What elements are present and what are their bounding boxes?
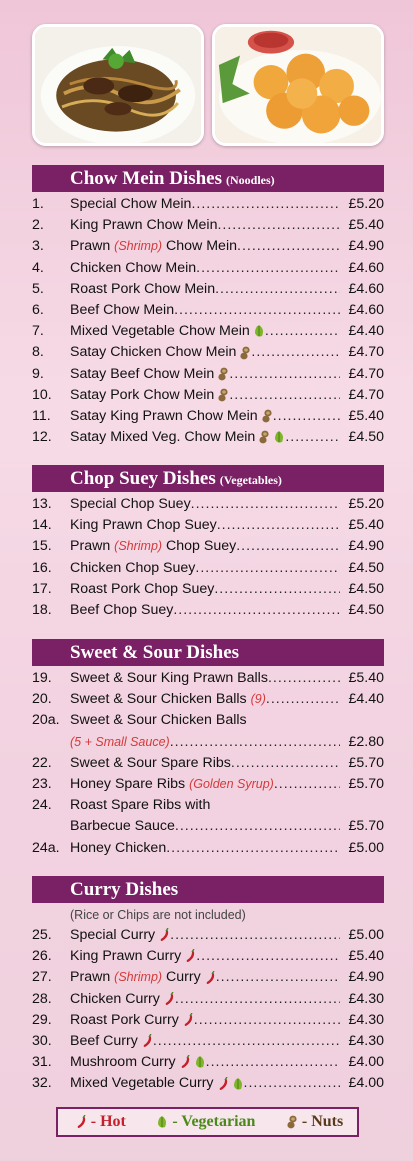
item-name <box>70 795 340 816</box>
chili-icon <box>204 971 216 985</box>
item-price: £4.70 <box>348 386 384 403</box>
item-name <box>70 494 340 515</box>
item-note: (Shrimp) <box>114 539 163 554</box>
menu-item <box>32 579 384 600</box>
item-name <box>70 385 340 406</box>
item-price: £4.30 <box>348 1011 384 1028</box>
item-name <box>70 194 340 215</box>
item-name <box>70 838 340 859</box>
dot-leader <box>229 385 340 406</box>
menu-item <box>32 946 384 967</box>
item-name-text: Special Chow Mein <box>70 196 192 212</box>
item-number: 13. <box>32 496 52 512</box>
item-name <box>70 427 340 448</box>
item-name-text: Beef Chow Mein <box>70 301 175 318</box>
menu-item <box>32 925 384 946</box>
item-number: 14. <box>32 517 52 534</box>
dot-leader <box>170 732 340 753</box>
item-name-text: Chicken Chop Suey <box>70 559 196 576</box>
item-name-text: Satay Pork Chow Mein <box>70 385 229 406</box>
item-name-text: King Prawn Curry <box>70 946 196 967</box>
item-name <box>70 1031 340 1052</box>
item-name-text: Special Curry <box>70 925 170 946</box>
dot-leader <box>285 427 340 448</box>
menu-items <box>32 668 384 859</box>
item-price: £4.60 <box>348 259 384 276</box>
item-name-text: Honey Chicken <box>70 839 167 856</box>
item-name-text: King Prawn Chow Mein <box>70 217 218 234</box>
menu-items <box>32 194 384 448</box>
item-name-text: Roast Spare Ribs with <box>70 797 211 814</box>
leaf-icon <box>194 1055 206 1069</box>
item-name-text: Beef Chop Suey <box>70 601 174 618</box>
item-name <box>70 279 340 300</box>
item-price: £5.20 <box>348 496 384 512</box>
item-number: 12. <box>32 429 52 446</box>
item-number: 16. <box>32 559 52 576</box>
item-price: £4.40 <box>348 691 384 708</box>
section-note: (Rice or Chips are not included) <box>70 908 246 922</box>
menu-item <box>32 774 384 795</box>
menu-item <box>32 989 384 1010</box>
item-number: 18. <box>32 601 52 618</box>
menu-item <box>32 710 384 731</box>
dot-leader <box>194 1010 340 1031</box>
item-price: £5.40 <box>348 407 384 424</box>
item-price: £2.80 <box>348 733 384 750</box>
item-name <box>70 364 340 385</box>
peanut-icon <box>217 367 229 381</box>
item-price: £4.30 <box>348 990 384 1007</box>
dot-leader <box>175 989 340 1010</box>
item-name <box>70 536 340 557</box>
dot-leader <box>191 494 340 515</box>
dot-leader <box>206 1052 340 1073</box>
item-name <box>70 774 340 795</box>
item-name-text: King Prawn Chop Suey <box>70 517 217 534</box>
dot-leader <box>173 600 340 621</box>
item-note: (Shrimp) <box>114 970 163 985</box>
food-photos <box>32 24 384 148</box>
item-name-text: Mushroom Curry <box>70 1052 206 1073</box>
item-name-text: Satay Mixed Veg. Chow Mein <box>70 427 285 448</box>
item-name-text: Prawn (Shrimp) Chow Mein <box>70 238 237 255</box>
leaf-icon <box>156 1115 168 1129</box>
item-number: 11. <box>32 407 51 424</box>
item-price: £4.00 <box>348 1075 384 1092</box>
item-number: 17. <box>32 580 52 597</box>
menu-item <box>32 1052 384 1073</box>
dot-leader <box>244 1073 340 1094</box>
sweet-sour-section <box>32 639 384 859</box>
item-name-text: Roast Pork Curry <box>70 1010 194 1031</box>
section-header <box>32 465 384 492</box>
section-header <box>32 876 384 903</box>
menu-item <box>32 194 384 215</box>
item-number: 25. <box>32 927 52 943</box>
item-number: 22. <box>32 754 52 771</box>
dot-leader <box>266 689 340 710</box>
chili-icon <box>163 992 175 1006</box>
chili-icon <box>179 1055 191 1069</box>
item-name <box>70 600 340 621</box>
item-name <box>70 579 340 600</box>
item-name <box>70 710 340 731</box>
chili-icon <box>141 1034 153 1048</box>
chili-icon <box>184 949 196 963</box>
item-price: £4.50 <box>348 580 384 597</box>
legend-nuts: - Nuts <box>283 1113 343 1131</box>
item-name-text: Prawn (Shrimp) Chop Suey <box>70 538 237 555</box>
item-name-text: Sweet & Sour King Prawn Balls <box>70 670 268 686</box>
section-header <box>32 165 384 192</box>
dot-leader <box>229 364 340 385</box>
item-name <box>70 668 340 689</box>
menu-item <box>32 753 384 774</box>
item-name-text: Sweet & Sour Chicken Balls (9) <box>70 691 266 708</box>
chow-mein-photo <box>32 24 204 146</box>
item-number: 2. <box>32 217 44 234</box>
item-name-text: Sweet & Sour Chicken Balls <box>70 712 247 729</box>
peanut-icon <box>261 409 273 423</box>
item-price: £5.00 <box>348 839 384 856</box>
item-number: 8. <box>32 344 44 361</box>
item-price: £4.60 <box>348 301 384 318</box>
item-name-text: Mixed Vegetable Curry <box>70 1073 244 1094</box>
item-number: 4. <box>32 259 44 276</box>
chow-mein-section <box>32 165 384 448</box>
item-name <box>70 215 340 236</box>
leaf-icon <box>253 324 265 338</box>
dot-leader <box>217 515 340 536</box>
item-name <box>70 1073 340 1094</box>
item-price: £4.90 <box>348 238 384 255</box>
item-number: 6. <box>32 301 44 318</box>
peanut-icon <box>258 430 270 444</box>
item-name-text <box>70 732 170 753</box>
menu-item <box>32 427 384 448</box>
item-number: 10. <box>32 386 52 403</box>
item-number: 7. <box>32 323 44 340</box>
menu-item <box>32 1010 384 1031</box>
item-number: 29. <box>32 1011 52 1028</box>
section-title: Chow Mein Dishes <box>70 168 223 189</box>
menu-item <box>32 536 384 557</box>
item-price: £4.70 <box>348 365 384 382</box>
dot-leader <box>196 258 340 279</box>
dot-leader <box>265 321 340 342</box>
item-number: 3. <box>32 238 44 255</box>
item-name-text: Satay Chicken Chow Mein <box>70 342 251 363</box>
item-number: 9. <box>32 365 44 382</box>
item-number: 20a. <box>32 712 60 729</box>
item-name <box>70 946 340 967</box>
dot-leader <box>166 838 340 859</box>
item-price: £5.70 <box>348 754 384 771</box>
section-title: Sweet & Sour Dishes <box>70 642 240 663</box>
item-name <box>70 816 340 837</box>
menu-item <box>32 838 384 859</box>
menu-item <box>32 558 384 579</box>
item-note: (9) <box>250 692 266 707</box>
item-note: (5 + Small Sauce) <box>70 734 170 749</box>
dot-leader <box>237 236 340 257</box>
item-name-text: Prawn (Shrimp) Curry <box>70 967 216 988</box>
dot-leader <box>214 579 340 600</box>
menu-item <box>32 364 384 385</box>
item-price: £4.40 <box>348 323 384 340</box>
menu-item <box>32 689 384 710</box>
menu-item <box>32 279 384 300</box>
menu-item <box>32 342 384 363</box>
item-price: £5.20 <box>348 196 384 212</box>
item-name <box>70 753 340 774</box>
item-price: £4.50 <box>348 429 384 446</box>
curry-section <box>32 876 384 1095</box>
chili-icon <box>182 1013 194 1027</box>
item-name <box>70 300 340 321</box>
dot-leader <box>153 1031 340 1052</box>
item-name-text: Satay King Prawn Chow Mein <box>70 406 273 427</box>
dot-leader <box>236 536 340 557</box>
dot-leader <box>195 558 340 579</box>
item-number: 28. <box>32 990 52 1007</box>
menu-item <box>32 1073 384 1094</box>
item-name-text: Roast Pork Chop Suey <box>70 580 215 597</box>
menu-items <box>32 905 384 1095</box>
menu-item <box>32 600 384 621</box>
item-price: £4.50 <box>348 559 384 576</box>
item-name <box>70 989 340 1010</box>
chili-icon <box>217 1077 229 1091</box>
item-number: 30. <box>32 1032 52 1049</box>
section-title: Chop Suey Dishes <box>70 468 216 489</box>
chicken-balls-photo <box>212 24 384 146</box>
menu-item <box>32 385 384 406</box>
item-name-text: Special Chop Suey <box>70 496 191 512</box>
item-name-text: Sweet & Sour Spare Ribs <box>70 754 231 771</box>
menu-item <box>32 300 384 321</box>
item-name <box>70 732 340 753</box>
menu-item <box>32 816 384 837</box>
menu-item <box>32 732 384 753</box>
item-number: 1. <box>32 196 44 212</box>
dot-leader <box>170 925 340 946</box>
item-price: £4.90 <box>348 538 384 555</box>
dot-leader <box>217 215 340 236</box>
item-number: 26. <box>32 948 52 965</box>
item-name <box>70 406 340 427</box>
item-price: £4.30 <box>348 1032 384 1049</box>
item-number: 24. <box>32 797 52 814</box>
dot-leader <box>174 300 340 321</box>
item-name <box>70 689 340 710</box>
menu-item <box>32 795 384 816</box>
menu-item <box>32 215 384 236</box>
peanut-icon <box>286 1115 298 1129</box>
item-name <box>70 558 340 579</box>
item-number: 32. <box>32 1075 52 1092</box>
section-title: Curry Dishes <box>70 879 179 900</box>
item-name-text: Roast Pork Chow Mein <box>70 280 216 297</box>
item-number: 23. <box>32 775 52 792</box>
dot-leader <box>273 406 340 427</box>
item-name-text: Chicken Curry <box>70 989 175 1010</box>
chop-suey-section <box>32 465 384 621</box>
item-number: 15. <box>32 538 52 555</box>
item-name-text: Beef Curry <box>70 1031 153 1052</box>
item-name <box>70 321 340 342</box>
item-name-text: Chicken Chow Mein <box>70 259 197 276</box>
item-price: £5.00 <box>348 927 384 943</box>
item-name <box>70 1052 340 1073</box>
section-subtitle: (Vegetables) <box>219 473 282 487</box>
item-number: 31. <box>32 1054 52 1071</box>
dot-leader <box>268 668 340 689</box>
item-name-text: Barbecue Sauce <box>70 818 175 835</box>
item-price: £4.50 <box>348 601 384 618</box>
dot-leader <box>251 342 340 363</box>
item-name-text: Honey Spare Ribs (Golden Syrup) <box>70 775 274 792</box>
item-note: (Shrimp) <box>114 239 163 254</box>
dot-leader <box>215 279 340 300</box>
item-name <box>70 236 340 257</box>
item-price: £5.40 <box>348 948 384 965</box>
item-name <box>70 258 340 279</box>
menu-item <box>32 668 384 689</box>
menu-item <box>32 406 384 427</box>
item-price: £5.70 <box>348 775 384 792</box>
item-name <box>70 967 340 988</box>
menu-item <box>32 494 384 515</box>
item-price: £5.40 <box>348 670 384 686</box>
item-price: £5.70 <box>348 818 384 835</box>
item-name <box>70 925 340 946</box>
item-name <box>70 1010 340 1031</box>
item-name-text: Mixed Vegetable Chow Mein <box>70 321 265 342</box>
item-note: (Golden Syrup) <box>189 776 274 791</box>
item-number: 5. <box>32 280 44 297</box>
menu-item <box>32 236 384 257</box>
item-name-text: Satay Beef Chow Mein <box>70 364 229 385</box>
leaf-icon <box>232 1077 244 1091</box>
item-price: £4.70 <box>348 344 384 361</box>
dot-leader <box>191 194 340 215</box>
item-price: £5.40 <box>348 517 384 534</box>
item-number: 24a. <box>32 839 60 856</box>
menu-item <box>32 1031 384 1052</box>
dot-leader <box>274 774 340 795</box>
item-price: £5.40 <box>348 217 384 234</box>
legend <box>56 1107 359 1137</box>
legend-vegetarian: - Vegetarian <box>153 1113 255 1131</box>
item-number: 19. <box>32 670 52 686</box>
item-price: £4.90 <box>348 969 384 986</box>
menu-item <box>32 515 384 536</box>
section-header <box>32 639 384 666</box>
leaf-icon <box>273 430 285 444</box>
item-number: 20. <box>32 691 52 708</box>
item-name <box>70 342 340 363</box>
menu-item <box>32 321 384 342</box>
dot-leader <box>231 753 340 774</box>
dot-leader <box>196 946 340 967</box>
dot-leader <box>175 816 340 837</box>
peanut-icon <box>217 388 229 402</box>
dot-leader <box>216 967 340 988</box>
legend-hot: - Hot <box>72 1113 126 1131</box>
menu-item <box>32 967 384 988</box>
menu-item <box>32 258 384 279</box>
item-number: 27. <box>32 969 52 986</box>
item-price: £4.00 <box>348 1054 384 1071</box>
item-price: £4.60 <box>348 280 384 297</box>
chili-icon <box>75 1115 87 1129</box>
chili-icon <box>158 928 170 942</box>
section-subtitle: (Noodles) <box>226 173 275 187</box>
peanut-icon <box>239 346 251 360</box>
menu-items <box>32 494 384 621</box>
item-name <box>70 515 340 536</box>
